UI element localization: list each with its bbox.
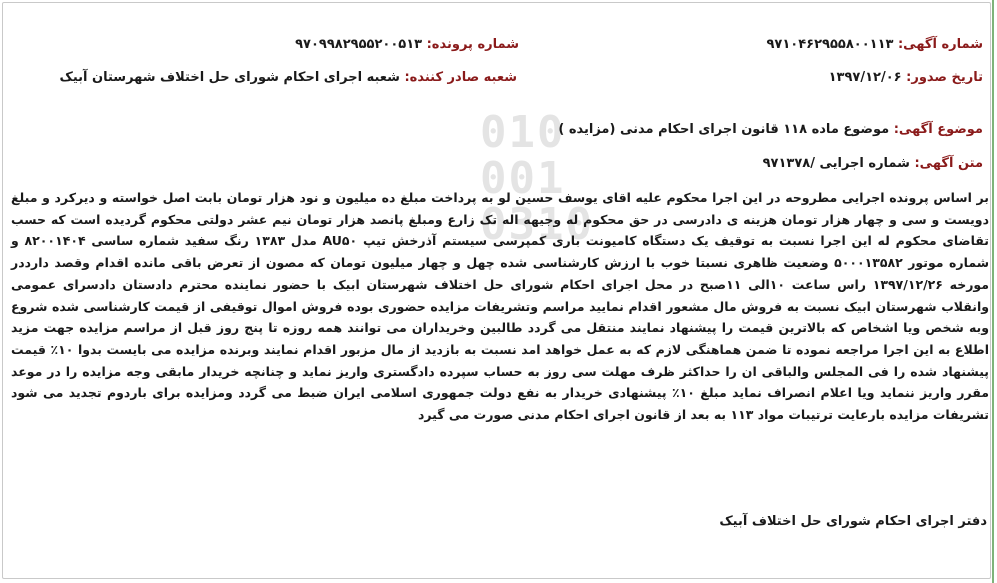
ad-number-value: ۹۷۱۰۴۶۲۹۵۵۸۰۰۱۱۳ — [766, 37, 894, 52]
case-number-label: شماره پرونده: — [426, 37, 519, 52]
subject-row — [558, 122, 983, 137]
ad-number-row — [767, 37, 984, 52]
watermark-line: 001 — [480, 153, 566, 204]
window-edge — [992, 0, 994, 583]
notice-body: بر اساس پرونده اجرایی مطروحه در این اجرا محکوم علیه اقای یوسف حسین لو به پرداخت مبلغ ده میلیون و نود هزار تومان بابت اصل خواسته و دیرکرد و مبلغ دویست و سی و چهار هزار تومان هزینه ی دادرسی در حق محکوم له وجیهه اله تک زارع ومبلغ پانصد هزار تومان نیم عشر دولتی محکوم گردیده است که حسب تقاضای محکوم له این اجرا نسبت به توقیف یک دستگاه کامیونت باری کمپرسی سیستم آذرخش تیپ AU۵۰ مدل ۱۳۸۳ رنگ سفید شماره ساسی ۸۲۰۰۱۴۰۴ و شماره موتور ۵۰۰۰۱۳۵۸۲ وضعیت ظاهری نسبتا خوب با ارزش کارشناسی شده چهل و چهار میلیون تومان که مصون از تعرض باقی مانده اقدام وقصد دارددر مورخه ۱۳۹۷/۱۲/۲۶ راس ساعت ۱۰الی ۱۱صبح در محل اجرای احکام شورای حل اختلاف شهرستان ابیک با حضور نماینده محترم دادستان دادسرای عمومی وانقلاب شهرستان ابیک نسبت به فروش مال مشعور اقدام نمایید مراسم وتشریفات مزایده حضوری بوده فروش اموال توقیفی از قیمت کارشناسی شده شروع وبه شخص ویا اشخاص که بالاترین قیمت را پیشنهاد نمایند منتقل می گردد طالبین وخریداران می توانند همه روزه تا پنج روز قبل از مراسم مزایده جهت مزید اطلاع به این اجرا مراجعه نموده تا ضمن هماهنگی لازم که به عمل خواهد امد نسبت به بازدید از مال مزبور اقدام نمایند وبرنده مزایده می بایست بدوا ۱۰٪ قیمت پیشنهاد شده را فی المجلس والباقی ان را حداکثر ظرف مهلت سی روز به حساب سپرده دادگستری واریز نماید و چنانچه خریدار مابقی وجه مزایده را در موعد مقرر واریز ننماید ویا اعلام انصراف نماید مبلغ ۱۰٪ پیشنهادی خریدار به نفع دولت جمهوری اسلامی ایران ضبط می گردد ومزایده برای باردوم تجدید می شود تشریفات مزایده بارعایت ترتیبات مواد ۱۱۳ به بعد از قانون اجرای احکام مدنی صورت می گیرد — [11, 190, 990, 423]
issuing-branch-value: شعبه اجرای احکام شورای حل اختلاف شهرستان آبیک — [59, 70, 400, 85]
watermark-line: 010 — [480, 107, 566, 158]
subject-value: موضوع ماده ۱۱۸ قانون اجرای احکام مدنی (مزایده ) — [558, 122, 890, 137]
signature: دفتر اجرای احکام شورای حل اختلاف آبیک — [719, 514, 987, 529]
case-number-value: ۹۷۰۹۹۸۲۹۵۵۲۰۰۵۱۳ — [295, 37, 423, 52]
watermark-line: 0310 — [480, 199, 594, 250]
subject-label: موضوع آگهی: — [893, 122, 983, 137]
execution-number: شماره اجرایی /۹۷۱۳۷۸ — [762, 156, 910, 171]
issuing-branch-label: شعبه صادر کننده: — [404, 70, 517, 85]
text-heading-row — [763, 156, 983, 171]
text-heading-label: متن آگهی: — [914, 156, 983, 171]
issue-date-row — [829, 70, 983, 85]
case-number-row — [295, 37, 519, 52]
ad-number-label: شماره آگهی: — [897, 37, 983, 52]
issuing-branch-row — [60, 70, 517, 85]
issue-date-label: تاریخ صدور: — [906, 70, 983, 85]
issue-date-value: ۱۳۹۷/۱۲/۰۶ — [828, 70, 902, 85]
